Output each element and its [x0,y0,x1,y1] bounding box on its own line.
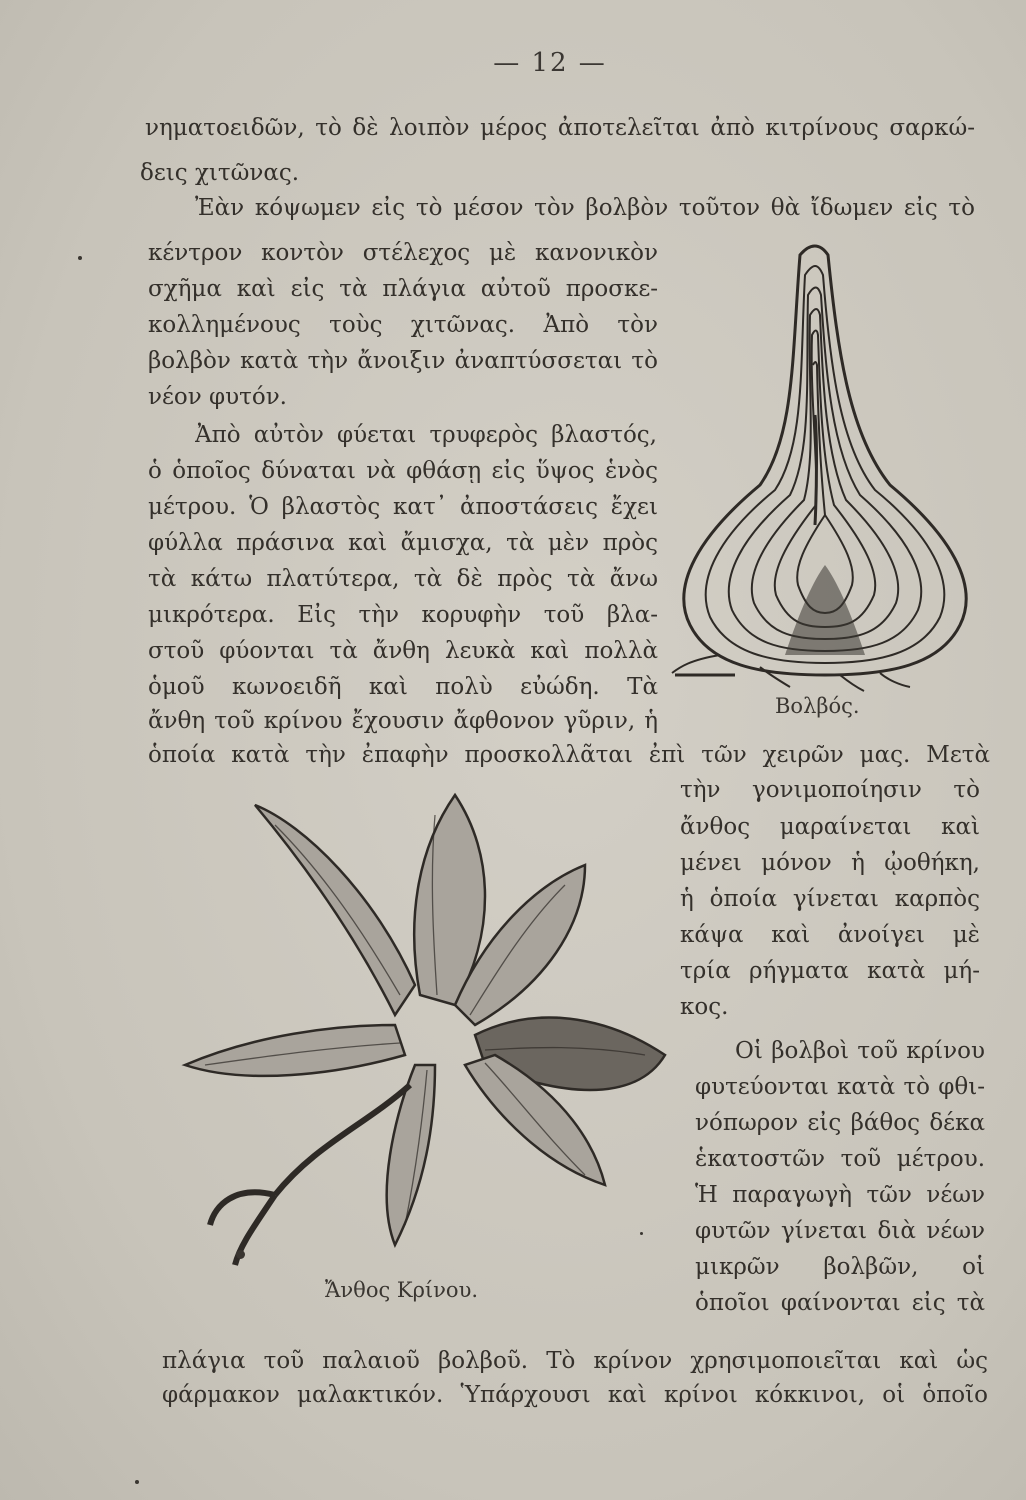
text-line: νηματοειδῶν, τὸ δὲ λοιπὸν μέρος ἀποτελεῖται ἀπὸ κιτρίνους σαρκώ- [145,115,975,141]
text-line: μικρότερα. Εἰς τὴν κορυφὴν τοῦ βλα- [148,602,658,628]
text-line: ὁ ὁποῖος δύναται νὰ φθάσῃ εἰς ὕψος ἑνὸς [148,458,658,484]
text-line: ἄνθη τοῦ κρίνου ἔχουσιν ἄφθονον γῦριν, ἡ [148,708,658,734]
text-line: Οἱ βολβοὶ τοῦ κρίνου [735,1038,985,1064]
text-line: φύλλα πράσινα καὶ ἄμισχα, τὰ μὲν πρὸς [148,530,658,556]
text-line: μικρῶν βολβῶν, οἱ [695,1254,985,1280]
text-line: τὴν γονιμοποίησιν τὸ [680,777,980,803]
text-line: κέντρον κοντὸν στέλεχος μὲ κανονικὸν [148,240,658,266]
text-line: νόπωρον εἰς βάθος δέκα [695,1110,985,1136]
text-line: Ἐὰν κόψωμεν εἰς τὸ μέσον τὸν βολβὸν τοῦτον θὰ ἴδωμεν εἰς τὸ [195,195,975,221]
text-line: ἡ ὁποία γίνεται καρπὸς [680,886,980,912]
text-line: ἑκατοστῶν τοῦ μέτρου. [695,1146,985,1172]
text-line: νέον φυτόν. [148,384,287,410]
text-line: κάψα καὶ ἀνοίγει μὲ [680,922,980,948]
text-line: κος. [680,994,729,1020]
text-line: ἄνθος μαραίνεται καὶ [680,814,980,840]
text-line: ὁποία κατὰ τὴν ἐπαφὴν προσκολλᾶται ἐπὶ τῶν χειρῶν μας. Μετὰ [148,742,990,768]
text-line: στοῦ φύονται τὰ ἄνθη λευκὰ καὶ πολλὰ [148,638,658,664]
lily-flower-illustration [165,785,685,1285]
scan-speck [640,1232,643,1235]
bulb-cross-section-illustration [660,235,990,695]
text-line: φυτῶν γίνεται διὰ νέων [695,1218,985,1244]
text-line: δεις χιτῶνας. [140,160,300,186]
flower-caption: Ἄνθος Κρίνου. [325,1278,479,1302]
text-line: πλάγια τοῦ παλαιοῦ βολβοῦ. Τὸ κρίνον χρησιμοποιεῖται καὶ ὡς [162,1348,988,1374]
text-line: φυτεύονται κατὰ τὸ φθι- [695,1074,985,1100]
scan-speck [135,1480,139,1484]
text-line: τρία ρήγματα κατὰ μή- [680,958,980,984]
text-line: ὁμοῦ κωνοειδῆ καὶ πολὺ εὐώδη. Τὰ [148,674,658,700]
bulb-caption: Βολβός. [775,694,860,718]
text-line: μένει μόνον ἡ ᾠοθήκη, [680,850,980,876]
text-line: φάρμακον μαλακτικόν. Ὑπάρχουσι καὶ κρίνοι κόκκινοι, οἱ ὁποῖο [162,1382,988,1408]
text-line: βολβὸν κατὰ τὴν ἄνοιξιν ἀναπτύσσεται τὸ [148,348,658,374]
page-number: — 12 — [493,48,607,78]
scan-speck [78,256,82,260]
text-line: Ἀπὸ αὐτὸν φύεται τρυφερὸς βλαστός, [195,422,657,448]
text-line: κολλημένους τοὺς χιτῶνας. Ἀπὸ τὸν [148,312,658,338]
scan-speck [236,1250,245,1259]
text-line: μέτρου. Ὁ βλαστὸς κατ᾽ ἀποστάσεις ἔχει [148,494,658,520]
text-line: ὁποῖοι φαίνονται εἰς τὰ [695,1290,985,1316]
text-line: τὰ κάτω πλατύτερα, τὰ δὲ πρὸς τὰ ἄνω [148,566,658,592]
text-line: σχῆμα καὶ εἰς τὰ πλάγια αὐτοῦ προσκε- [148,276,658,302]
text-line: Ἡ παραγωγὴ τῶν νέων [695,1182,985,1208]
